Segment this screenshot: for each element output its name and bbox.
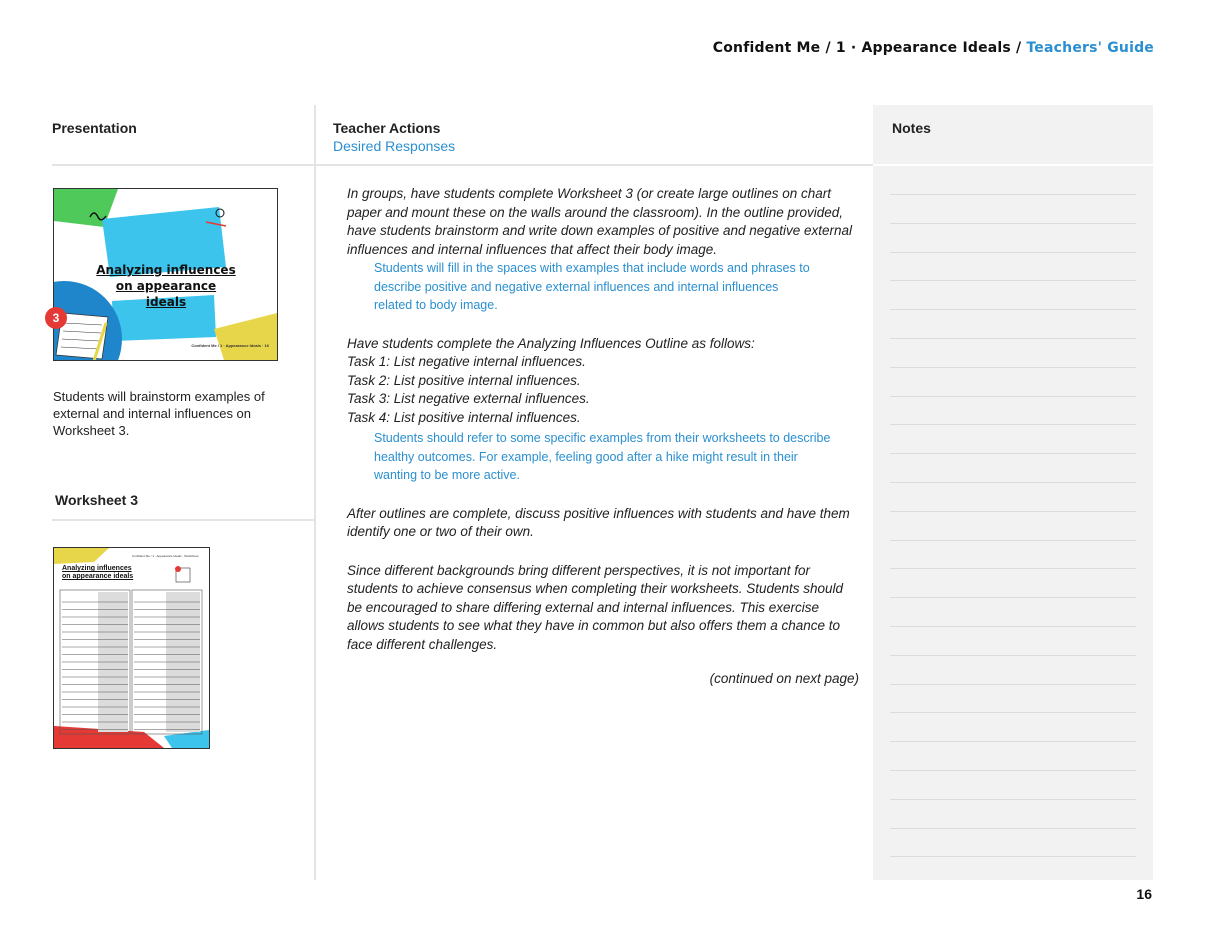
notes-rule-line (890, 741, 1136, 742)
task-2: Task 2: List positive internal influences. (347, 372, 581, 388)
notes-rule-line (890, 568, 1136, 569)
notes-header-divider (873, 164, 1153, 166)
notes-rule-line (890, 712, 1136, 713)
continued-note: (continued on next page) (709, 671, 859, 686)
notes-rule-line (890, 424, 1136, 425)
teacher-actions-content (347, 185, 859, 689)
worksheet-heading-line2: on appearance ideals (62, 573, 134, 580)
desired-response-2: Students should refer to some specific examples from their worksheets to describe healthy outcomes. For example, feeling good after a hike might result in their wanting to be more active. (374, 431, 831, 482)
notes-rule-line (890, 626, 1136, 627)
notes-rule-line (890, 511, 1136, 512)
header-divider (52, 164, 873, 166)
slide-thumbnail (53, 188, 278, 361)
notes-rule-line (890, 453, 1136, 454)
header-guide-label: Teachers' Guide (1026, 40, 1154, 56)
notes-rule-line (890, 338, 1136, 339)
notes-rule-line (890, 309, 1136, 310)
page-number: 16 (1136, 886, 1152, 902)
presentation-caption: Students will brainstorm examples of external and internal influences on Worksheet 3. (53, 389, 265, 438)
notes-rule-line (890, 655, 1136, 656)
worksheet-heading (62, 565, 133, 581)
header-breadcrumb: Confident Me / 1 · Appearance Ideals / (712, 40, 1027, 56)
task-1: Task 1: List negative internal influences. (347, 354, 586, 369)
slide-title-line1: Analyzing influences (96, 263, 236, 277)
running-header (713, 40, 1154, 56)
notes-rule-line (890, 223, 1136, 224)
notes-rule-line (890, 856, 1136, 857)
notes-rule-line (890, 280, 1136, 281)
notes-rule-line (890, 684, 1136, 685)
outline-instructions: Have students complete the Analyzing Influences Outline as follows: (347, 335, 755, 351)
notes-rule-line (890, 396, 1136, 397)
notes-rule-line (890, 252, 1136, 253)
task-4: Task 4: List positive internal influences. (347, 409, 581, 425)
task-3: Task 3: List negative external influences. (347, 391, 590, 406)
notes-column-header: Notes (892, 120, 931, 136)
desired-responses-subheader: Desired Responses (333, 138, 456, 154)
teacher-actions-column-header: Teacher Actions (333, 120, 441, 136)
worksheet-top-text: Confident Me / 1 · Appearance Ideals · Worksheet (132, 554, 199, 558)
notes-rule-line (890, 799, 1136, 800)
notes-rule-line (890, 194, 1136, 195)
instruction-paragraph-3: After outlines are complete, discuss positive influences with students and have them identify one or two of their own. (347, 505, 850, 539)
worksheet-thumbnail (53, 547, 210, 749)
slide-number-badge: 3 (45, 307, 67, 329)
slide-footer: Confident Me / 1 · Appearance Ideals · 16 (191, 343, 269, 348)
presentation-column-header: Presentation (52, 120, 137, 136)
worksheet-heading-line1: Analyzing influences (62, 565, 132, 572)
notes-rule-line (890, 770, 1136, 771)
slide-title-line2: on appearance ideals (115, 279, 217, 309)
worksheet-divider (52, 519, 315, 521)
slide-title (96, 262, 236, 310)
notes-rule-line (890, 482, 1136, 483)
desired-response-1: Students will fill in the spaces with examples that include words and phrases to describe positive and negative external influences and internal influences related to body image. (374, 261, 810, 312)
worksheet-label: Worksheet 3 (55, 492, 138, 508)
notes-rule-line (890, 828, 1136, 829)
notes-rule-line (890, 597, 1136, 598)
column-divider (314, 105, 316, 880)
instruction-paragraph-4: Since different backgrounds bring different perspectives, it is not important for students to achieve consensus when completing their worksheets. Students should be encouraged to share differing external and internal influences. This exercise allows students to see what they have in common but also offers them a chance to face different challenges. (347, 562, 844, 652)
notes-rule-line (890, 367, 1136, 368)
notes-rule-line (890, 540, 1136, 541)
instruction-paragraph-1: In groups, have students complete Worksheet 3 (or create large outlines on chart paper and mount these on the walls around the classroom). In the outline provided, have students brainstorm and write down examples of positive and negative external influences and internal influences that affect their body image. (347, 186, 853, 257)
notes-panel (873, 105, 1153, 880)
